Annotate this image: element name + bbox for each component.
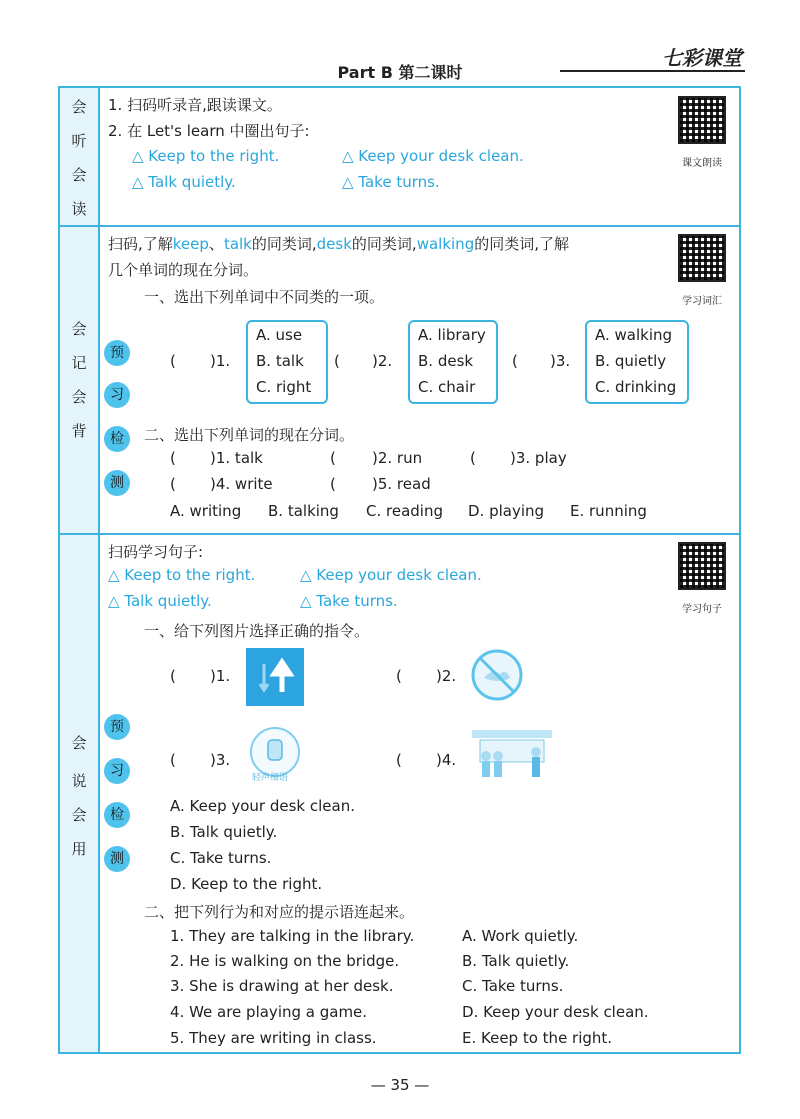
answer-paren[interactable]: ( [170,667,176,685]
option: A. walking [595,326,673,344]
word-item: )2. run [372,449,423,467]
answer-paren[interactable]: ( [330,475,336,493]
match-right[interactable]: A. Work quietly. [462,927,579,945]
word-item: )4. write [210,475,273,493]
match-left[interactable]: 2. He is walking on the bridge. [170,952,400,970]
brand-logo: 七彩课堂 [662,46,742,70]
preview-badge: 检 [104,802,130,828]
match-left[interactable]: 1. They are talking in the library. [170,927,415,945]
qr-caption: 学习句子 [682,604,722,615]
option-box [585,320,689,404]
sentence: △ Keep your desk clean. [342,147,524,165]
header-rule [560,70,745,72]
match-right[interactable]: C. Take turns. [462,977,564,995]
qr-code-icon[interactable] [678,234,726,282]
preview-badge: 测 [104,470,130,496]
match-left[interactable]: 4. We are playing a game. [170,1003,368,1021]
match-left[interactable]: 3. She is drawing at her desk. [170,977,394,995]
section-label: 说 [71,772,87,790]
sentence: △ Keep to the right. [132,147,280,165]
section-divider [58,225,741,227]
sentence: △ Take turns. [342,173,440,191]
no-mess-sign-icon [470,648,524,702]
task-heading: 二、选出下列单词的现在分词。 [144,426,355,444]
choice: E. running [570,502,647,520]
word-item: )3. play [510,449,567,467]
preview-badge: 测 [104,846,130,872]
option: B. Talk quietly. [170,823,278,841]
option: B. desk [418,352,474,370]
page-title: Part B 第二课时 [337,63,463,82]
answer-paren[interactable]: ( [170,352,176,370]
qr-caption: 学习词汇 [682,296,722,307]
answer-paren[interactable]: ( [334,352,340,370]
task-heading: 二、把下列行为和对应的提示语连起来。 [144,903,415,921]
question-number: )2. [436,667,457,685]
question-number: )1. [210,667,231,685]
choice: A. writing [170,502,242,520]
sentence: △ Talk quietly. [108,592,212,610]
answer-paren[interactable]: ( [170,449,176,467]
question-number: )1. [210,352,231,370]
option: C. drinking [595,378,677,396]
choice: D. playing [468,502,545,520]
sentence: △ Talk quietly. [132,173,236,191]
sentence-intro: 扫码学习句子: [108,543,204,561]
option: C. chair [418,378,476,396]
match-left[interactable]: 5. They are writing in class. [170,1029,377,1047]
option: B. talk [256,352,304,370]
section-label: 听 [71,132,87,150]
option: C. Take turns. [170,849,272,867]
section-label: 会 [71,98,87,116]
qr-caption: 课文朗读 [682,158,722,169]
option: A. use [256,326,303,344]
option-box [408,320,498,404]
section-label: 会 [71,320,87,338]
question-number: )2. [372,352,393,370]
section-label: 会 [71,166,87,184]
section-label: 会 [71,734,87,752]
sentence: △ Take turns. [300,592,398,610]
sentence: △ Keep your desk clean. [300,566,482,584]
answer-paren[interactable]: ( [170,475,176,493]
section-label: 记 [71,354,87,372]
preview-badge: 预 [104,340,130,366]
quiet-sign-caption: 轻声细语 [252,773,289,783]
page-number: — 35 — [370,1076,430,1094]
vocab-intro: 扫码,了解keep、talk的同类词,desk的同类词,walking的同类词,了解 [108,235,569,253]
classroom-picture-icon [470,726,554,786]
match-right[interactable]: B. Talk quietly. [462,952,570,970]
option: A. library [418,326,486,344]
preview-badge: 预 [104,714,130,740]
section-label: 读 [71,200,87,218]
option: C. right [256,378,312,396]
question-number: )4. [436,751,457,769]
choice: C. reading [366,502,443,520]
option: D. Keep to the right. [170,875,323,893]
vocab-intro-line2: 几个单词的现在分词。 [108,261,259,279]
section-label: 用 [71,840,87,858]
section-label: 会 [71,388,87,406]
choice: B. talking [268,502,339,520]
question-number: )3. [210,751,231,769]
answer-paren[interactable]: ( [512,352,518,370]
task-heading: 一、给下列图片选择正确的指令。 [144,622,370,640]
answer-paren[interactable]: ( [470,449,476,467]
quiet-sign-icon [244,726,306,784]
match-right[interactable]: E. Keep to the right. [462,1029,613,1047]
match-right[interactable]: D. Keep your desk clean. [462,1003,649,1021]
sentence: △ Keep to the right. [108,566,256,584]
option: B. quietly [595,352,667,370]
column-divider [98,86,100,1054]
preview-badge: 检 [104,426,130,452]
keep-right-sign-icon [246,648,304,706]
section-label: 背 [71,422,87,440]
answer-paren[interactable]: ( [396,667,402,685]
qr-code-icon[interactable] [678,96,726,144]
answer-paren[interactable]: ( [170,751,176,769]
word-item: )5. read [372,475,431,493]
option-box [246,320,328,404]
preview-badge: 习 [104,758,130,784]
word-item: )1. talk [210,449,263,467]
answer-paren[interactable]: ( [330,449,336,467]
listen-item-1: 1. 扫码听录音,跟读课文。 [108,96,282,114]
qr-code-icon[interactable] [678,542,726,590]
question-number: )3. [550,352,571,370]
task-heading: 一、选出下列单词中不同类的一项。 [144,288,385,306]
answer-paren[interactable]: ( [396,751,402,769]
preview-badge: 习 [104,382,130,408]
section-label: 会 [71,806,87,824]
section-divider [58,533,741,535]
option: A. Keep your desk clean. [170,797,355,815]
listen-item-2: 2. 在 Let's learn 中圈出句子: [108,122,310,140]
